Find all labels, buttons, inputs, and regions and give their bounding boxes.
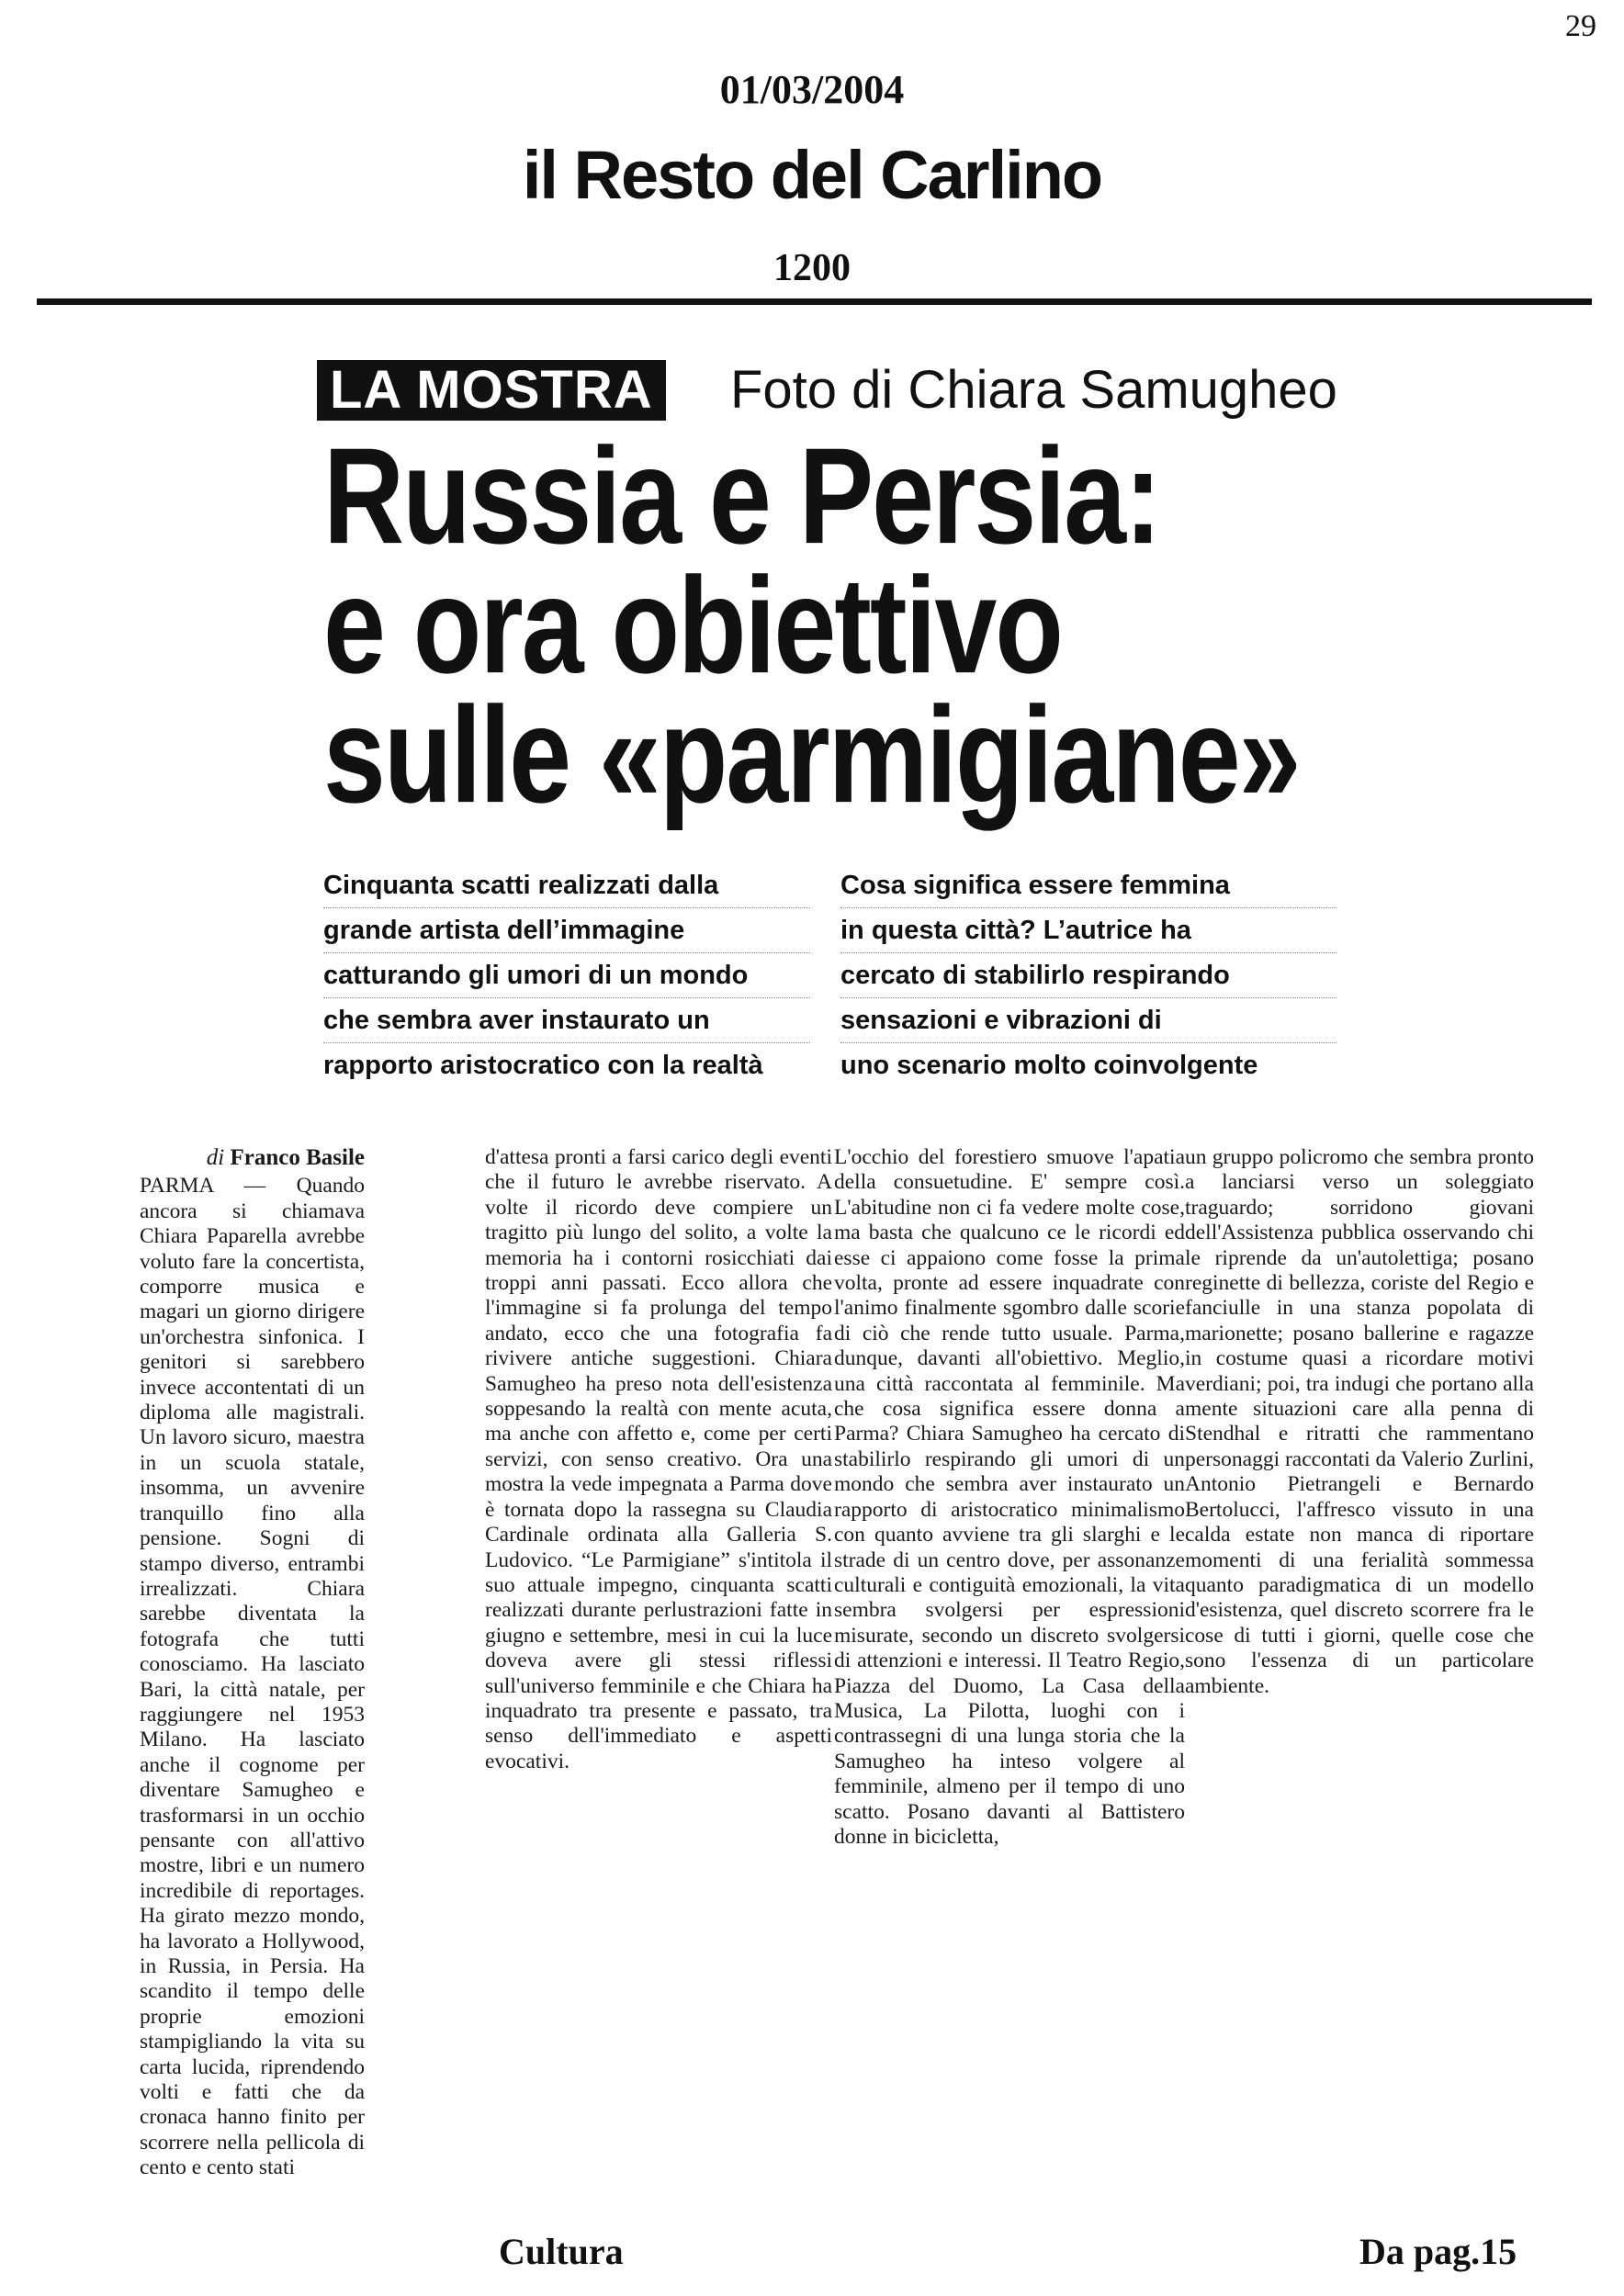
article-headline bbox=[323, 419, 1300, 831]
byline-prefix: di bbox=[206, 1145, 225, 1170]
newspaper-masthead: il Resto del Carlino bbox=[522, 137, 1102, 213]
subheading-line: in questa città? L’autrice ha bbox=[840, 908, 1336, 953]
column-text: PARMA — Quando ancora si chiamava Chiara Paparella avrebbe voluto fare la concertista, comporre musica e magari un giorno dirigere un'orchestra sinfonica. I genitori si sarebbero invece accontentati di un diploma alle magistrali. Un lavoro sicuro, maestra in un scuola statale, insomma, un avvenire tranquillo fino alla pensione. Sogni di stampo diverso, entrambi irrealizzati. Chiara sarebbe diventata la fotografa che tutti conosciamo. Ha lasciato Bari, la città natale, per raggiungere nel 1953 Milano. Ha lasciato anche il cognome per diventare Samugheo e trasformarsi in un occhio pensante con all'attivo mostre, libri e un numero incredibile di reportages. Ha girato mezzo mondo, ha lavorato a Hollywood, in Russia, in Persia. Ha scandito il tempo delle proprie emozioni stampigliando la vita su carta lucida, riprendendo volti e fatti che da cronaca hanno finito per scorrere nella pellicola di cento e cento stati bbox=[140, 1174, 365, 2180]
byline-author: Franco Basile bbox=[230, 1145, 365, 1170]
article-column-4 bbox=[1185, 1145, 1534, 1699]
subheading-line: grande artista dell’immagine bbox=[323, 908, 810, 953]
byline bbox=[140, 1145, 365, 1170]
subheading-line: rapporto aristocratico con la realtà bbox=[323, 1051, 763, 1080]
subheading-line: catturando gli umori di un mondo bbox=[323, 953, 810, 998]
footer-section: Cultura bbox=[499, 2231, 624, 2272]
clipping-code: 1200 bbox=[773, 247, 851, 289]
page-number: 29 bbox=[1565, 9, 1596, 43]
subheading-line: uno scenario molto coinvolgente bbox=[840, 1051, 1258, 1080]
headline-line-3: sulle «parmigiane» bbox=[323, 678, 1300, 831]
headline-line-2: e ora obiettivo bbox=[323, 548, 1062, 702]
subheading-right bbox=[840, 863, 1336, 1087]
photo-credit: Foto di Chiara Samugheo bbox=[730, 360, 1337, 420]
article-column-1 bbox=[140, 1145, 365, 2181]
article-column-3 bbox=[834, 1145, 1185, 1850]
column-text: un gruppo policromo che sembra pronto a lanciarsi verso un soleggiato traguardo; sorridono giovani dell'Assistenza pubblica osservando chi le riprende da un'autolettiga; posano reginette di bellezza, coriste del Regio e fanciulle in una stanza popolata di marionette; posano ballerine e ragazze in costume quasi a ricordare motivi verdiani; poi, tra indugi che portano alla mente situazioni care alla penna di Stendhal e ritratti che rammentano personaggi raccontati da Valerio Zurlini, Antonio Pietrangeli e Bernardo Bertolucci, l'affresco vissuto in una calda estate non manca di riportare momenti di una ferialità sommessa quanto paradigmatica di un modello d'esistenza, quel discreto scorrere fra le cose di tutti i giorni, quelle cose che sono l'essenza di un particolare ambiente. bbox=[1185, 1145, 1535, 1698]
subheading-line: sensazioni e vibrazioni di bbox=[840, 998, 1336, 1043]
article-column-2 bbox=[485, 1145, 832, 1774]
publication-date: 01/03/2004 bbox=[719, 67, 905, 112]
column-text: d'attesa pronti a farsi carico degli eventi che il futuro le avrebbe riservato. A volte il ricordo deve compiere un tragitto più lungo del solito, a volte la memoria ha i contorni rosicchiati dai troppi anni passati. Ecco allora che l'immagine si fa prolunga del tempo andato, ecco che una fotografia fa rivivere antiche suggestioni. Chiara Samugheo ha preso nota dell'esistenza soppesando la realtà con mente acuta, ma anche con affetto e, come per certi servizi, con senso creativo. Ora una mostra la vede impegnata a Parma dove è tornata dopo la rassegna su Claudia Cardinale ordinata alla Galleria S. Ludovico. “Le Parmigiane” s'intitola il suo attuale impegno, cinquanta scatti realizzati durante perlustrazioni fatte in giugno e settembre, mesi in cui la luce doveva avere gli stessi riflessi sull'universo femminile e che Chiara ha inquadrato tra presente e passato, tra senso dell'immediato e aspetti evocativi. bbox=[485, 1145, 832, 1773]
headline-line-1: Russia e Persia: bbox=[323, 419, 1160, 572]
header-divider bbox=[37, 298, 1592, 305]
subheading-line: che sembra aver instaurato un bbox=[323, 998, 810, 1043]
subheading-line: Cosa significa essere femmina bbox=[840, 863, 1336, 908]
subheading-line: cercato di stabilirlo respirando bbox=[840, 953, 1336, 998]
footer-source-page: Da pag.15 bbox=[1359, 2231, 1517, 2272]
subheading-line: Cinquanta scatti realizzati dalla bbox=[323, 863, 810, 908]
section-label: LA MOSTRA bbox=[317, 360, 666, 421]
subheading-left bbox=[323, 863, 810, 1087]
column-text: L'occhio del forestiero smuove l'apatia della consuetudine. E' sempre così. L'abitudine non ci fa vedere molte cose, ma basta che qualcuno ce le ricordi ed esse ci appaiono come fosse la prima volta, pronte ad essere inquadrate con l'animo finalmente sgombro dalle scorie di ciò che rende tutto usuale. Parma, dunque, davanti all'obiettivo. Meglio, una città raccontata al femminile. Ma che cosa significa essere donna a Parma? Chiara Samugheo ha cercato di stabilirlo respirando gli umori di un mondo che sembra aver instaurato un rapporto di aristocratico minimalismo con quanto avviene tra gli slarghi e le strade di un centro dove, per assonanze culturali e contiguità emozionali, la vita sembra svolgersi per espressioni misurate, secondo un discreto svolgersi di attenzioni e interessi. Il Teatro Regio, Piazza del Duomo, La Casa della Musica, La Pilotta, luoghi con i contrassegni di una lunga storia che la Samugheo ha inteso volgere al femminile, almeno per il tempo di uno scatto. Posano davanti al Battistero donne in bicicletta, bbox=[834, 1145, 1185, 1849]
